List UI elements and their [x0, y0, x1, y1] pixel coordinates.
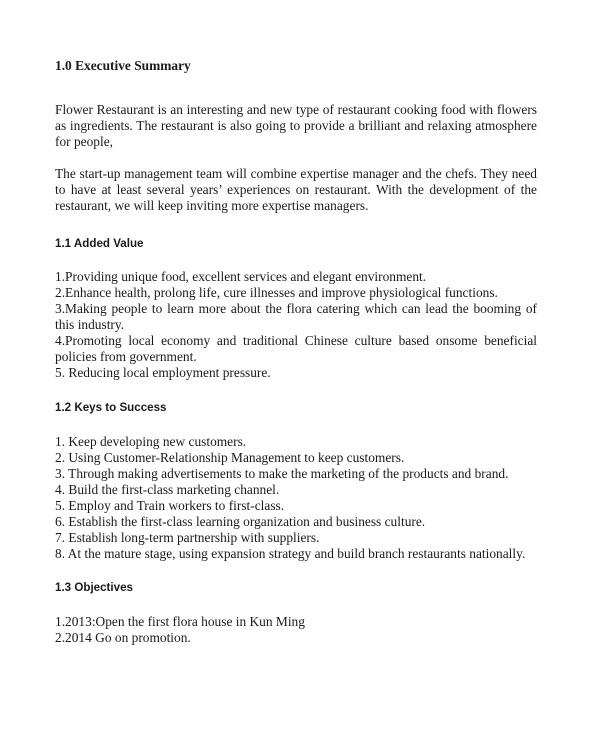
objectives-heading: 1.3 Objectives: [55, 581, 133, 594]
executive-summary-paragraph-2: The start-up management team will combine expertise manager and the chefs. They need to have at least several years’ experiences on restaurant. With the development of the restaurant, we will keep inviting more expertise managers.: [55, 166, 537, 213]
list-item: 2.2014 Go on promotion.: [55, 630, 191, 645]
list-item: 2.Enhance health, prolong life, cure illnesses and improve physiological functions.: [55, 285, 498, 300]
list-item: 5. Employ and Train workers to first-class.: [55, 498, 285, 513]
list-item: 4. Build the first-class marketing channel.: [55, 482, 280, 497]
list-item: 1. Keep developing new customers.: [55, 434, 247, 449]
list-item: 5. Reducing local employment pressure.: [55, 365, 271, 380]
executive-summary-paragraph-1: Flower Restaurant is an interesting and new type of restaurant cooking food with flowers as ingredients. The restaurant is also going to provide a brilliant and relaxing atmosphere for people,: [55, 102, 537, 149]
list-item: 3. Through making advertisements to make the marketing of the products and brand.: [55, 466, 509, 481]
keys-to-success-list: [55, 434, 537, 562]
added-value-list: [55, 269, 537, 381]
added-value-heading: 1.1 Added Value: [55, 237, 144, 250]
list-item: 6. Establish the first-class learning organization and business culture.: [55, 514, 426, 529]
list-item: 2. Using Customer-Relationship Management to keep customers.: [55, 450, 405, 465]
list-item: 1.Providing unique food, excellent services and elegant environment.: [55, 269, 427, 284]
list-item: 4.Promoting local economy and traditional Chinese culture based onsome beneficial policies from government.: [55, 333, 537, 364]
list-item: 1.2013:Open the first flora house in Kun Ming: [55, 614, 305, 629]
list-item: 7. Establish long-term partnership with suppliers.: [55, 530, 320, 545]
keys-to-success-heading: 1.2 Keys to Success: [55, 401, 167, 414]
executive-summary-heading: 1.0 Executive Summary: [55, 58, 191, 73]
list-item: 8. At the mature stage, using expansion strategy and build branch restaurants nationally.: [55, 546, 526, 561]
document-body: [55, 58, 537, 646]
objectives-list: [55, 614, 537, 646]
list-item: 3.Making people to learn more about the flora catering which can lead the booming of this industry.: [55, 301, 537, 332]
